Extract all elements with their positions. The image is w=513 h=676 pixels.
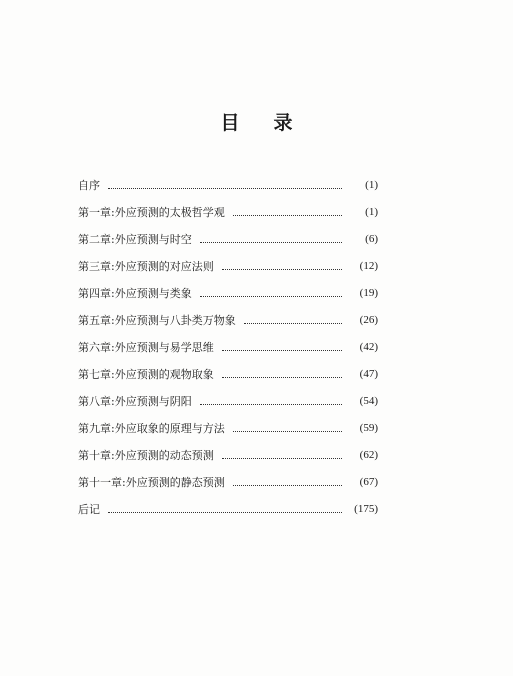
toc-entry-page: (6): [365, 233, 378, 245]
toc-entry-label: 第四章:外应预测与类象: [78, 287, 192, 300]
toc-entry-chapter-2: [78, 226, 378, 253]
toc-entry-page: (19): [359, 287, 378, 299]
dot-leader: [108, 188, 342, 189]
toc-entry-page: (47): [359, 368, 378, 380]
dot-leader: [200, 404, 342, 405]
toc-entry-chapter-9: [78, 415, 378, 442]
toc-entry-page: (67): [359, 476, 378, 488]
dot-leader: [233, 431, 342, 432]
toc-entry-label: 第十一章:外应预测的静态预测: [78, 476, 225, 489]
dot-leader: [108, 512, 342, 513]
toc-entry-chapter-7: [78, 361, 378, 388]
toc-entry-label: 第十章:外应预测的动态预测: [78, 449, 214, 462]
toc-entry-label: 第六章:外应预测与易学思维: [78, 341, 214, 354]
toc-entry-chapter-10: [78, 442, 378, 469]
toc-entry-label: 第一章:外应预测的太极哲学观: [78, 206, 225, 219]
toc-entry-chapter-5: [78, 307, 378, 334]
dot-leader: [233, 485, 342, 486]
dot-leader: [222, 269, 342, 270]
page-title: [0, 108, 513, 135]
dot-leader: [233, 215, 342, 216]
dot-leader: [222, 377, 342, 378]
dot-leader: [222, 458, 342, 459]
toc-entry-page: (42): [359, 341, 378, 353]
toc-entry-chapter-4: [78, 280, 378, 307]
toc-entry-label: 第七章:外应预测的观物取象: [78, 368, 214, 381]
toc-entry-chapter-3: [78, 253, 378, 280]
toc-entry-label: 第五章:外应预测与八卦类万物象: [78, 314, 236, 327]
toc-entry-page: (26): [359, 314, 378, 326]
page-title-char-2: 录: [273, 112, 293, 134]
toc-entry-page: (62): [359, 449, 378, 461]
dot-leader: [244, 323, 342, 324]
toc-entry-preface: [78, 172, 378, 199]
toc-entry-chapter-11: [78, 469, 378, 496]
toc-entry-chapter-1: [78, 199, 378, 226]
toc-entry-page: (59): [359, 422, 378, 434]
table-of-contents: [78, 172, 378, 523]
toc-entry-label: 第三章:外应预测的对应法则: [78, 260, 214, 273]
toc-entry-label: 第八章:外应预测与阴阳: [78, 395, 192, 408]
toc-entry-chapter-6: [78, 334, 378, 361]
toc-entry-label: 后记: [78, 503, 100, 516]
toc-entry-page: (54): [359, 395, 378, 407]
toc-entry-page: (12): [359, 260, 378, 272]
dot-leader: [200, 242, 342, 243]
dot-leader: [222, 350, 342, 351]
toc-entry-afterword: [78, 496, 378, 523]
toc-entry-label: 第二章:外应预测与时空: [78, 233, 192, 246]
page-title-char-1: 目: [220, 112, 240, 134]
toc-entry-label: 自序: [78, 179, 100, 192]
toc-entry-chapter-8: [78, 388, 378, 415]
dot-leader: [200, 296, 342, 297]
toc-entry-page: (1): [365, 206, 378, 218]
toc-entry-label: 第九章:外应取象的原理与方法: [78, 422, 225, 435]
toc-entry-page: (1): [365, 179, 378, 191]
toc-entry-page: (175): [354, 503, 378, 515]
